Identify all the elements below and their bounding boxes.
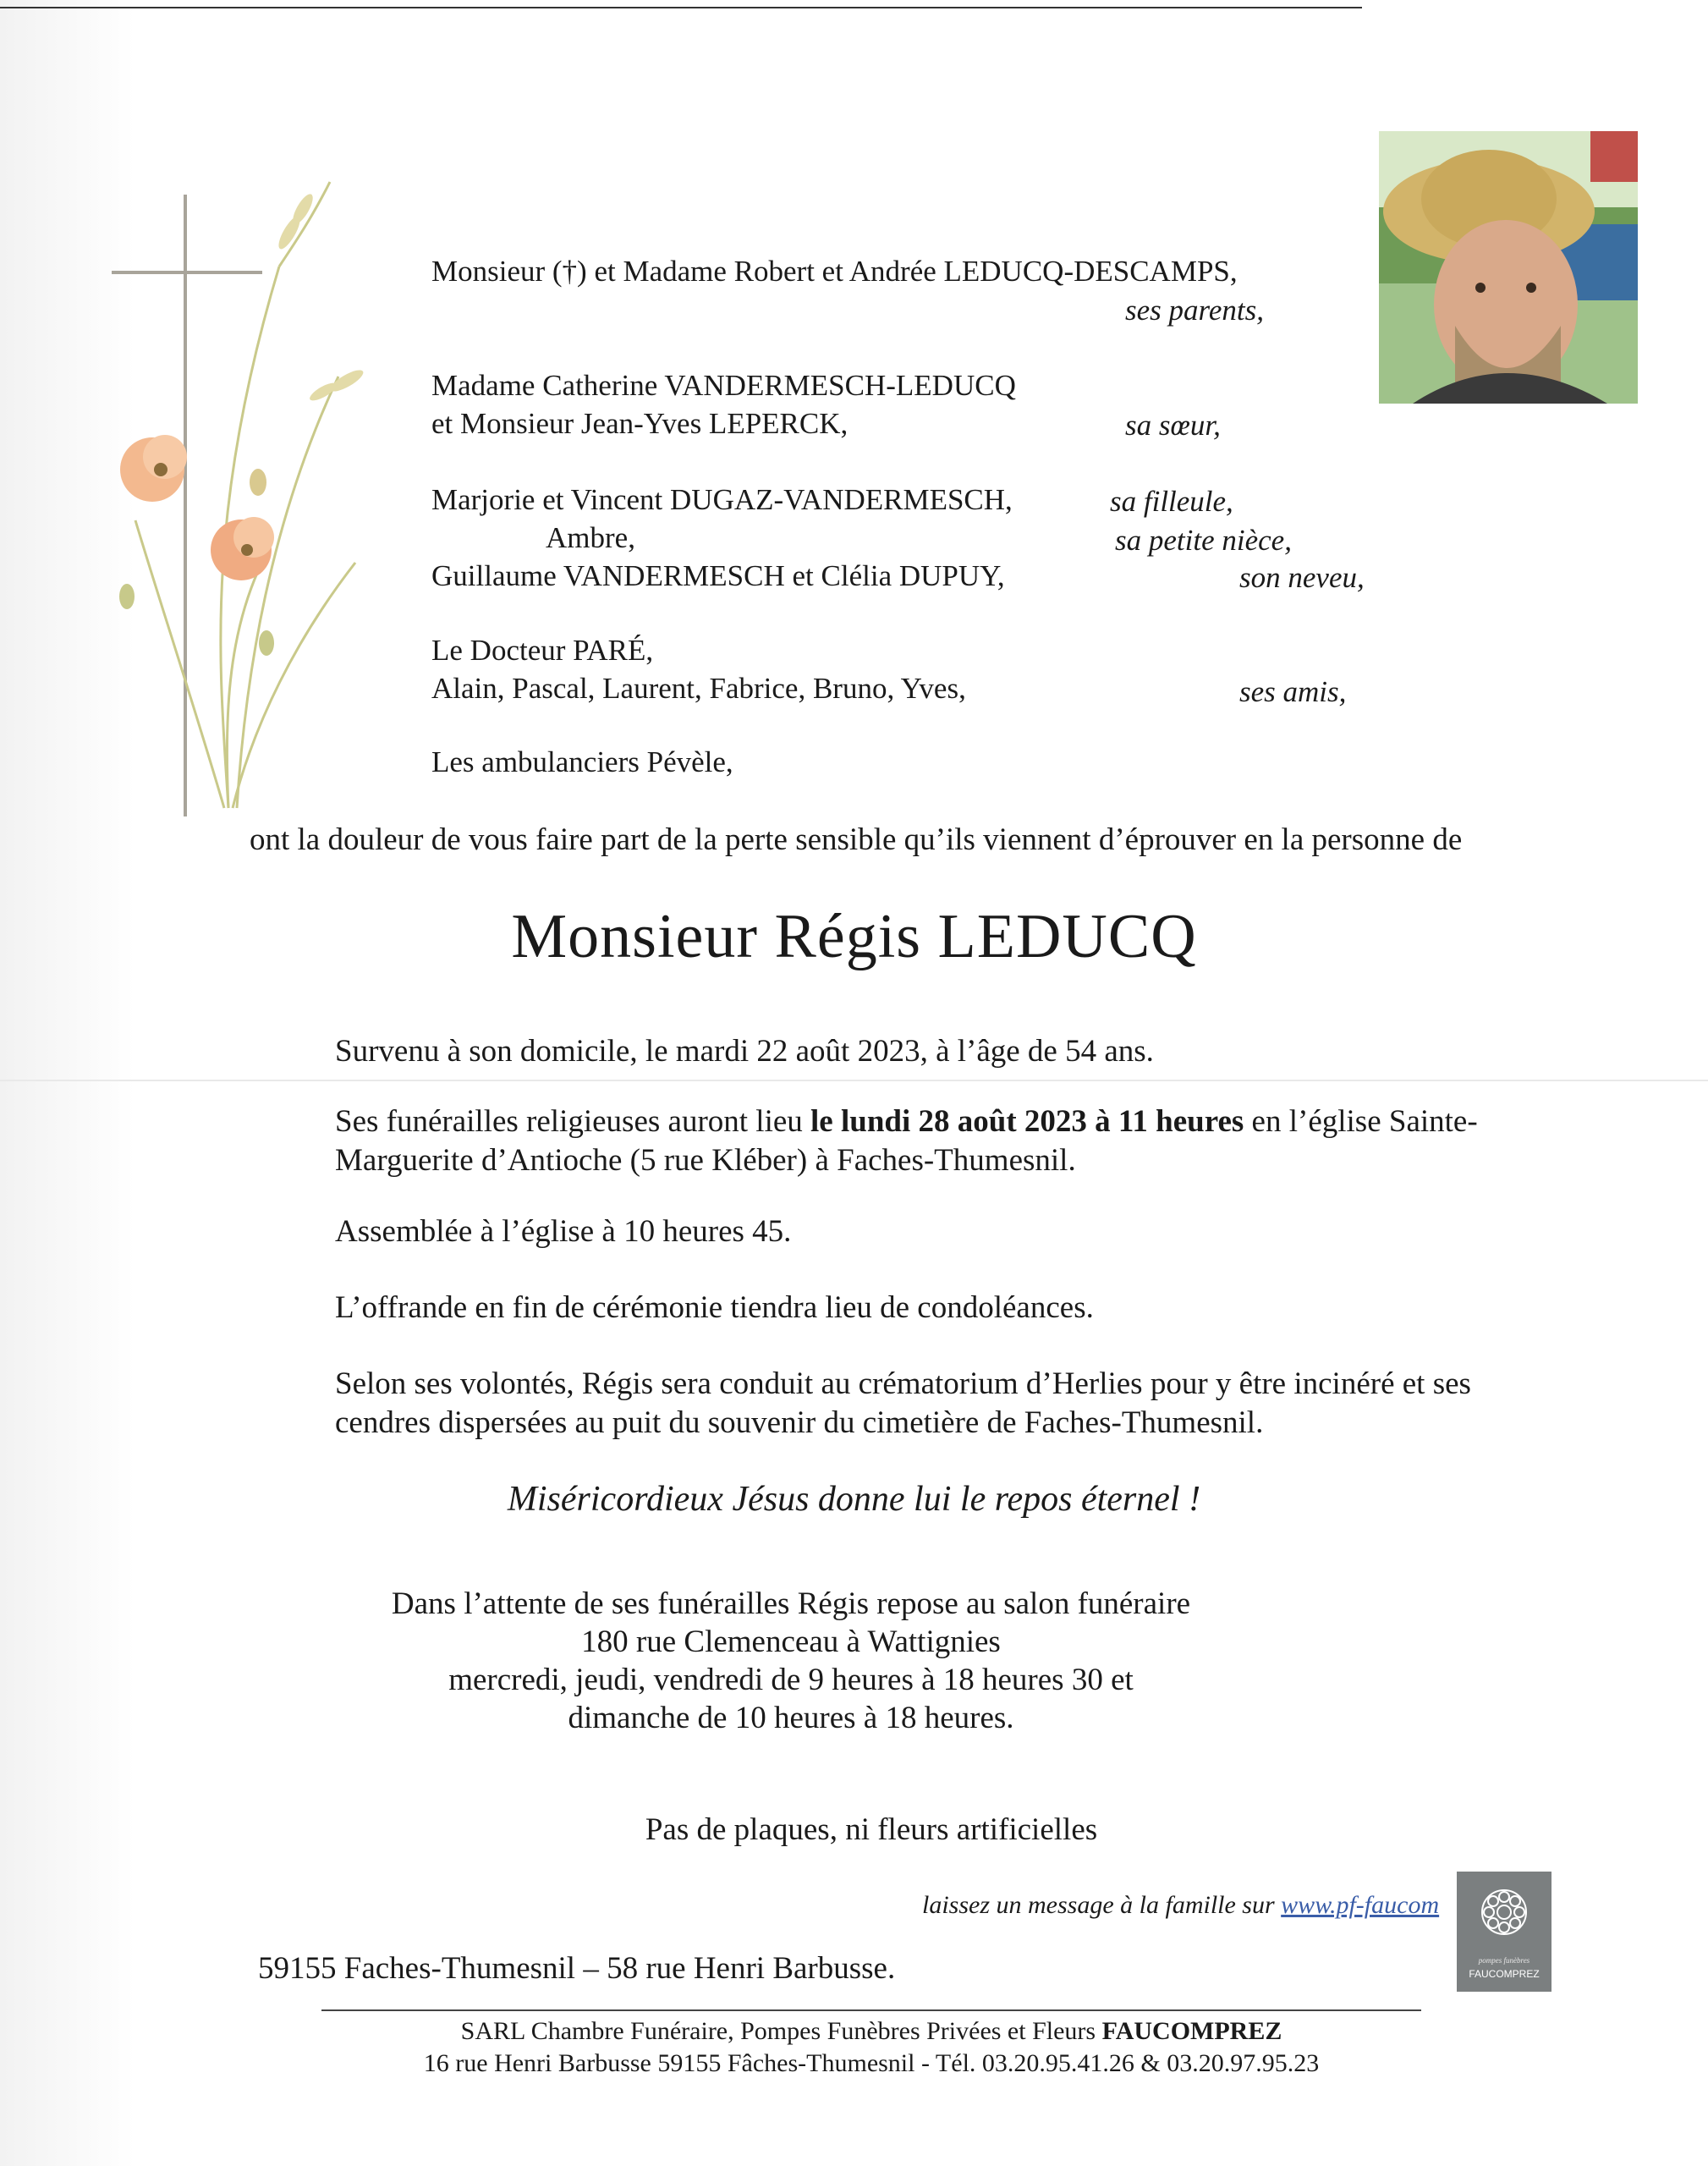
- relation-label: sa petite nièce,: [1115, 524, 1292, 557]
- address-line: 59155 Faches-Thumesnil – 58 rue Henri Barbusse.: [258, 1951, 896, 1986]
- death-info: Survenu à son domicile, le mardi 22 août 2023, à l’âge de 54 ans.: [335, 1034, 1154, 1069]
- relation-label: son neveu,: [1239, 561, 1365, 594]
- relative-line: Monsieur (†) et Madame Robert et Andrée LEDUCQ-DESCAMPS,: [431, 255, 1238, 288]
- online-message: [922, 1891, 1439, 1920]
- portrait-photo: [1379, 131, 1638, 404]
- footer-company-prefix: SARL Chambre Funéraire, Pompes Funèbres Privées et Fleurs: [460, 2017, 1102, 2045]
- offering-info: L’offrande en fin de cérémonie tiendra lieu de condoléances.: [335, 1290, 1094, 1325]
- relation-label: ses parents,: [1125, 294, 1264, 327]
- funeral-line-2: Marguerite d’Antioche (5 rue Kléber) à Faches-Thumesnil.: [335, 1143, 1076, 1178]
- announcement-line: ont la douleur de vous faire part de la perte sensible qu’ils viennent d’éprouver en la personne de: [250, 822, 1463, 857]
- logo-tagline: pompes funèbres: [1478, 1956, 1530, 1965]
- footer-company-brand: FAUCOMPREZ: [1101, 2017, 1282, 2045]
- resting-line: mercredi, jeudi, vendredi de 9 heures à 18 heures 30 et: [448, 1663, 1134, 1697]
- relative-line: Madame Catherine VANDERMESCH-LEDUCQ: [431, 369, 1016, 402]
- relative-line: Le Docteur PARÉ,: [431, 634, 654, 667]
- top-rule: [0, 7, 1362, 8]
- relative-line: Alain, Pascal, Laurent, Fabrice, Bruno, Yves,: [431, 672, 966, 705]
- resting-line: 180 rue Clemenceau à Wattignies: [581, 1624, 1001, 1659]
- relative-line: Marjorie et Vincent DUGAZ-VANDERMESCH,: [431, 483, 1013, 516]
- relative-line: et Monsieur Jean-Yves LEPERCK,: [431, 407, 849, 440]
- wishes-line: Selon ses volontés, Régis sera conduit au crématorium d’Herlies pour y être incinéré et ses: [335, 1366, 1471, 1401]
- funeral-line-1: [335, 1102, 1478, 1141]
- footer-contact: 16 rue Henri Barbusse 59155 Fâches-Thumesnil - Tél. 03.20.95.41.26 & 03.20.97.95.23: [423, 2049, 1320, 2077]
- flower-emblem-icon: [1479, 1887, 1530, 1938]
- cross-and-poppies-illustration: [102, 165, 372, 833]
- relative-line: Ambre,: [546, 521, 635, 554]
- funeral-intro: Ses funérailles religieuses auront lieu: [335, 1104, 811, 1139]
- relation-label: ses amis,: [1239, 675, 1347, 708]
- logo-brand: FAUCOMPREZ: [1469, 1968, 1540, 1980]
- prayer: Miséricordieux Jésus donne lui le repos éternel !: [507, 1480, 1201, 1519]
- footer-rule: [321, 2009, 1421, 2011]
- no-plaques-notice: Pas de plaques, ni fleurs artificielles: [645, 1812, 1098, 1847]
- assembly-info: Assemblée à l’église à 10 heures 45.: [335, 1214, 792, 1249]
- resting-line: dimanche de 10 heures à 18 heures.: [568, 1701, 1014, 1735]
- funeral-location-start: en l’église Sainte-: [1244, 1104, 1478, 1139]
- resting-line: Dans l’attente de ses funérailles Régis repose au salon funéraire: [391, 1586, 1191, 1621]
- cross-icon: [112, 195, 262, 816]
- relation-label: sa filleule,: [1110, 485, 1233, 518]
- website-link[interactable]: www.pf-faucom: [1281, 1891, 1440, 1919]
- deceased-name: Monsieur Régis LEDUCQ: [511, 902, 1197, 971]
- wishes-line: cendres dispersées au puit du souvenir du cimetière de Faches-Thumesnil.: [335, 1405, 1264, 1440]
- paper-fold-line: [0, 1080, 1708, 1081]
- relative-line: Guillaume VANDERMESCH et Clélia DUPUY,: [431, 559, 1005, 592]
- online-message-text: laissez un message à la famille sur: [922, 1891, 1282, 1919]
- relation-label: sa sœur,: [1125, 409, 1221, 442]
- funeral-date-time: le lundi 28 août 2023 à 11 heures: [810, 1104, 1244, 1139]
- funeral-home-logo: [1457, 1872, 1551, 1992]
- relative-line: Les ambulanciers Pévèle,: [431, 745, 733, 778]
- footer-company: [0, 2015, 1708, 2048]
